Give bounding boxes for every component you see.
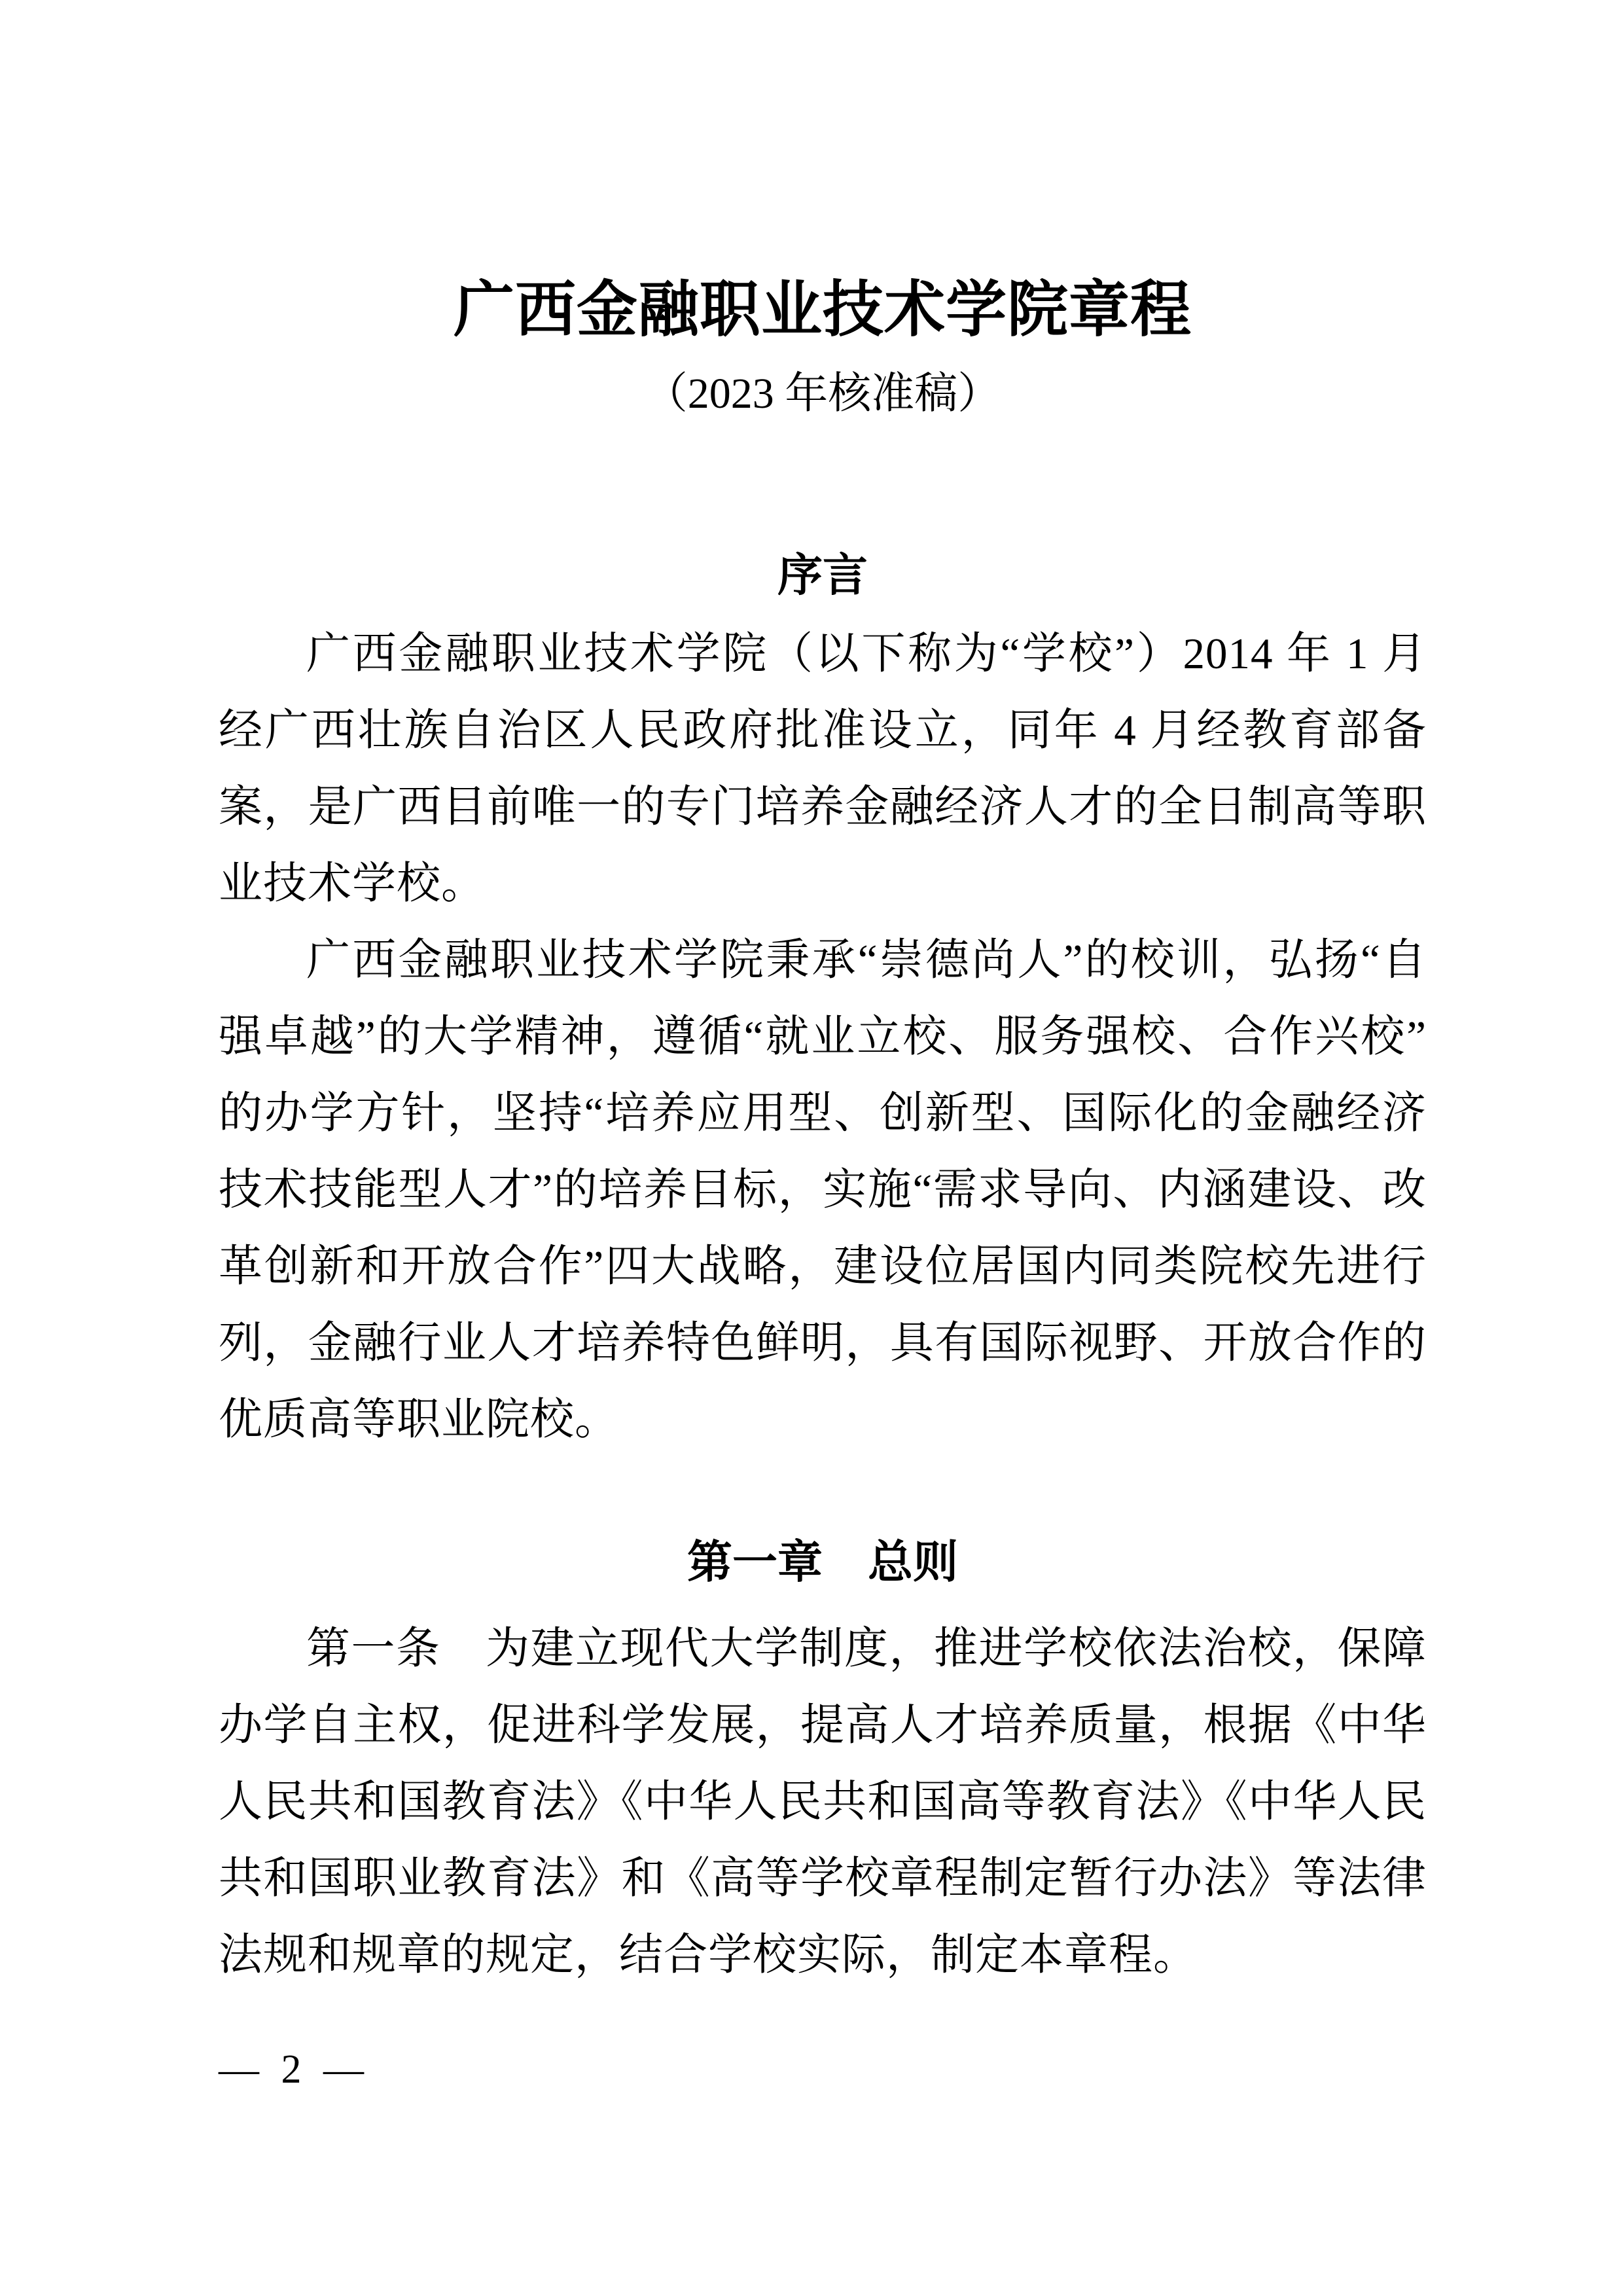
preface-body [219, 616, 1427, 1458]
chapter-1-heading: 第一章 总则 [687, 1537, 958, 1587]
preface-paragraph-2: 广西金融职业技术学院秉承“崇德尚人”的校训，弘扬“自强卓越”的大学精神，遵循“就业立校、服务强校、合作兴校”的办学方针，坚持“培养应用型、创新型、国际化的金融经济技术技能型人才”的培养目标，实施“需求导向、内涵建设、改革创新和开放合作”四大战略，建设位居国内同类院校先进行列，金融行业人才培养特色鲜明，具有国际视野、开放合作的优质高等职业院校。 [219, 936, 1427, 1444]
document-subtitle: （2023 年核准稿） [644, 370, 1001, 418]
chapter-1-body [219, 1611, 1427, 1994]
page-number: — 2 — [219, 2047, 364, 2092]
preface-heading: 序言 [777, 550, 868, 600]
preface-paragraph-1: 广西金融职业技术学院（以下称为“学校”）2014 年 1 月经广西壮族自治区人民政府批准设立，同年 4 月经教育部备案，是广西目前唯一的专门培养金融经济人才的全日制高等职业技术学校。 [219, 630, 1427, 908]
article-1-paragraph: 第一条 为建立现代大学制度，推进学校依法治校，保障办学自主权，促进科学发展，提高人才培养质量，根据《中华人民共和国教育法》《中华人民共和国高等教育法》《中华人民共和国职业教育法》和《高等学校章程制定暂行办法》等法律法规和规章的规定，结合学校实际，制定本章程。 [219, 1624, 1427, 1979]
document-title: 广西金融职业技术学院章程 [454, 277, 1192, 344]
